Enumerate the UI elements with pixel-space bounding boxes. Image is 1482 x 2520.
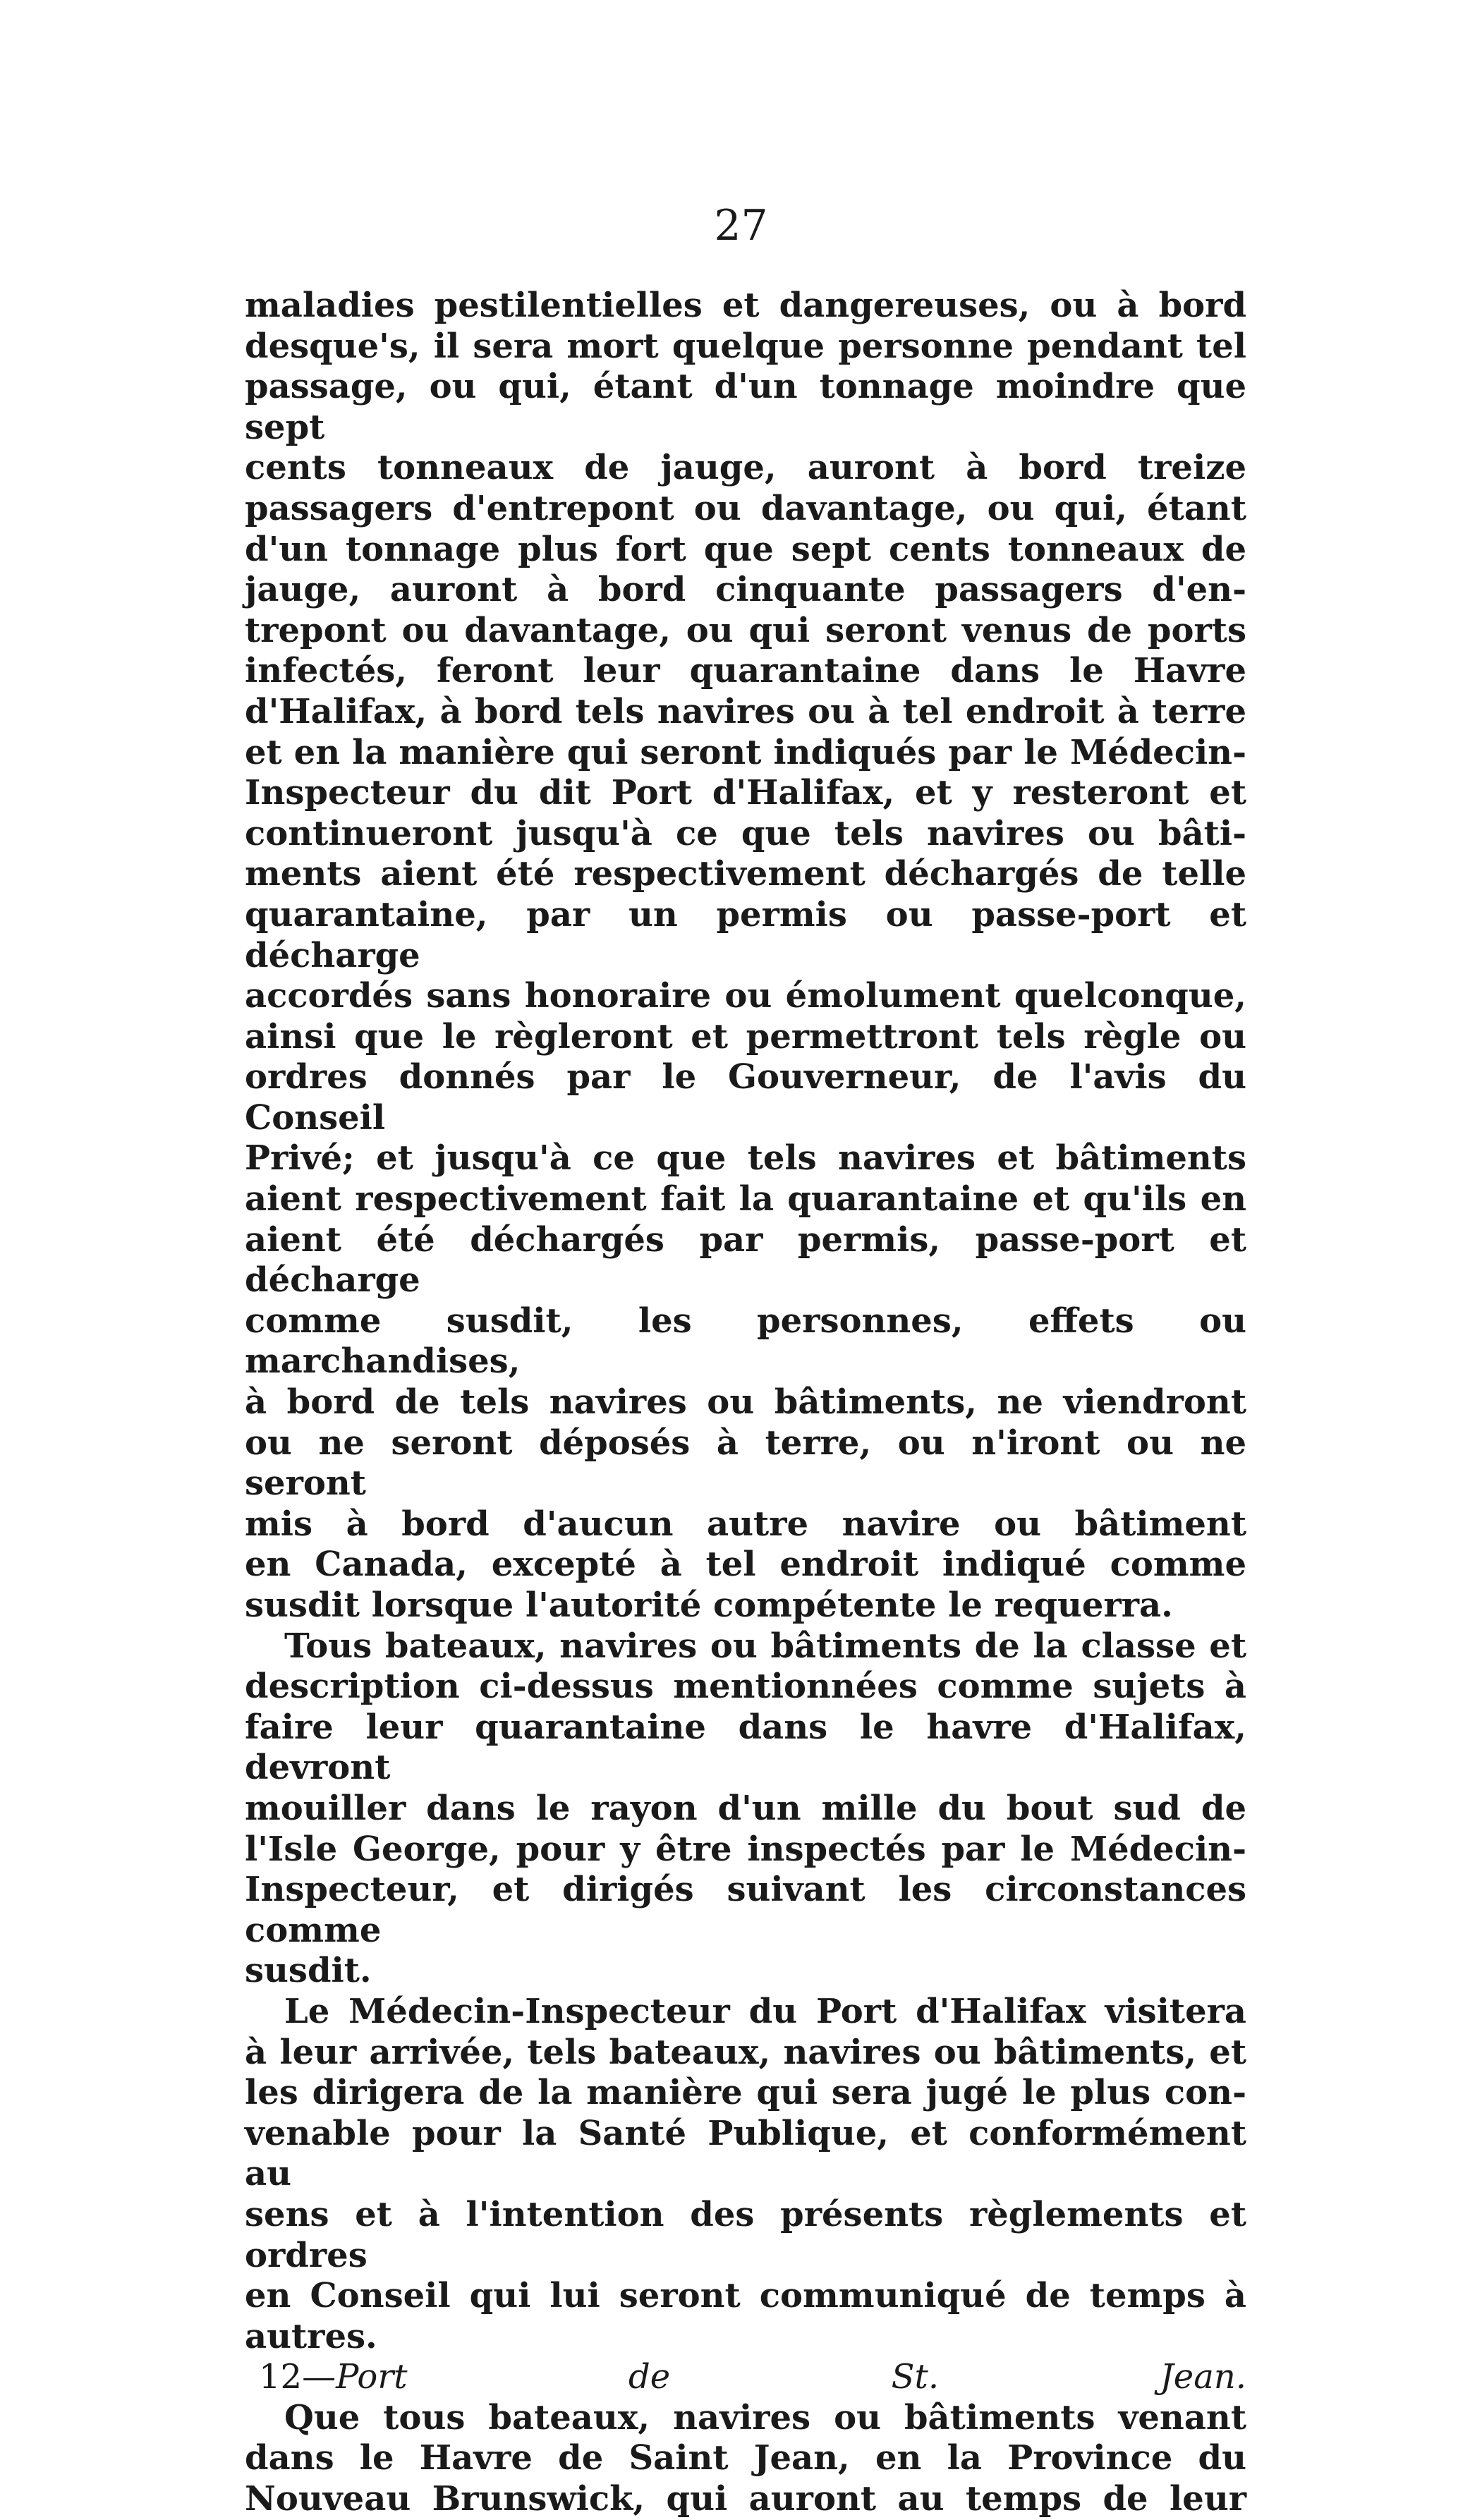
text-line: passagers d'entrepont ou davantage, ou qui, étant — [245, 488, 1246, 528]
text-line: Le Médecin-Inspecteur du Port d'Halifax visitera — [284, 1991, 1246, 2031]
text-line: aient été déchargés par permis, passe-port et décharge — [245, 1219, 1246, 1301]
text-line: à bord de tels navires ou bâtiments, ne viendront — [245, 1382, 1246, 1423]
page-number: 27 — [714, 201, 768, 250]
text-line: susdit. — [245, 1951, 372, 1991]
text-line: cents tonneaux de jauge, auront à bord treize — [245, 448, 1246, 488]
text-line: mouiller dans le rayon d'un mille du bout sud de — [245, 1788, 1246, 1828]
text-line: autres. — [245, 2316, 377, 2356]
text-line: Privé; et jusqu'à ce que tels navires et bâtiments — [245, 1138, 1246, 1179]
text-line: ainsi que le règleront et permettront tels règle ou — [245, 1016, 1246, 1057]
text-line: faire leur quarantaine dans le havre d'Halifax, devront — [245, 1707, 1246, 1788]
text-line: mis à bord d'aucun autre navire ou bâtiment — [245, 1504, 1246, 1544]
text-line: en Canada, excepté à tel endroit indiqué comme — [245, 1545, 1246, 1585]
section-number: 12— — [259, 2357, 336, 2397]
text-line: maladies pestilentielles et dangereuses, ou à bord — [245, 286, 1246, 325]
text-line: Inspecteur, et dirigés suivant les circonstances comme — [245, 1870, 1246, 1950]
text-line: susdit lorsque l'autorité compétente le requerra. — [245, 1585, 1173, 1625]
section-heading — [245, 2357, 1246, 2398]
text-line: Nouveau Brunswick, qui auront au temps de leur — [245, 2479, 1246, 2519]
text-line: trepont ou davantage, ou qui seront venus de ports — [245, 610, 1246, 650]
text-line: Que tous bateaux, navires ou bâtiments venant — [284, 2397, 1246, 2437]
text-line: ou ne seront déposés à terre, ou n'iront ou ne seront — [245, 1423, 1246, 1504]
text-line: desque's, il sera mort quelque personne pendant tel — [245, 326, 1246, 366]
text-line: à leur arrivée, tels bateaux, navires ou bâtiments, et — [245, 2032, 1246, 2072]
text-line: dans le Havre de Saint Jean, en la Province du — [245, 2438, 1246, 2478]
text-line: ments aient été respectivement déchargés de telle — [245, 854, 1246, 894]
text-line: les dirigera de la manière qui sera jugé le plus con- — [245, 2073, 1246, 2113]
text-line: continueront jusqu'à ce que tels navires ou bâti- — [245, 813, 1246, 853]
text-line: en Conseil qui lui seront communiqué de temps à — [245, 2276, 1246, 2316]
text-line: Inspecteur du dit Port d'Halifax, et y resteront et — [245, 773, 1246, 813]
section-title: Port de St. Jean. — [336, 2357, 1246, 2397]
text-line: description ci-dessus mentionnées comme sujets à — [245, 1667, 1246, 1707]
text-line: ordres donnés par le Gouverneur, de l'avis du Conseil — [245, 1057, 1246, 1138]
text-line: jauge, auront à bord cinquante passagers d'en- — [245, 570, 1246, 610]
text-line: et en la manière qui seront indiqués par le Médecin- — [245, 732, 1246, 772]
text-line: infectés, feront leur quarantaine dans le Havre — [245, 651, 1246, 691]
text-line: sens et à l'intention des présents règlements et ordres — [245, 2194, 1246, 2275]
text-line: venable pour la Santé Publique, et conformément au — [245, 2113, 1246, 2194]
text-line: Tous bateaux, navires ou bâtiments de la classe et — [284, 1626, 1246, 1666]
text-line: passage, ou qui, étant d'un tonnage moindre que sept — [245, 367, 1246, 447]
text-line: d'un tonnage plus fort que sept cents tonneaux de — [245, 529, 1246, 569]
text-line: quarantaine, par un permis ou passe-port et décharge — [245, 894, 1246, 975]
text-line: l'Isle George, pour y être inspectés par le Médecin- — [245, 1829, 1246, 1869]
text-line: d'Halifax, à bord tels navires ou à tel endroit à terre — [245, 691, 1246, 731]
text-line: accordés sans honoraire ou émolument quelconque, — [245, 976, 1246, 1016]
text-line: aient respectivement fait la quarantaine et qu'ils en — [245, 1179, 1246, 1219]
text-line: comme susdit, les personnes, effets ou marchandises, — [245, 1301, 1246, 1382]
body-text — [245, 286, 1246, 2520]
